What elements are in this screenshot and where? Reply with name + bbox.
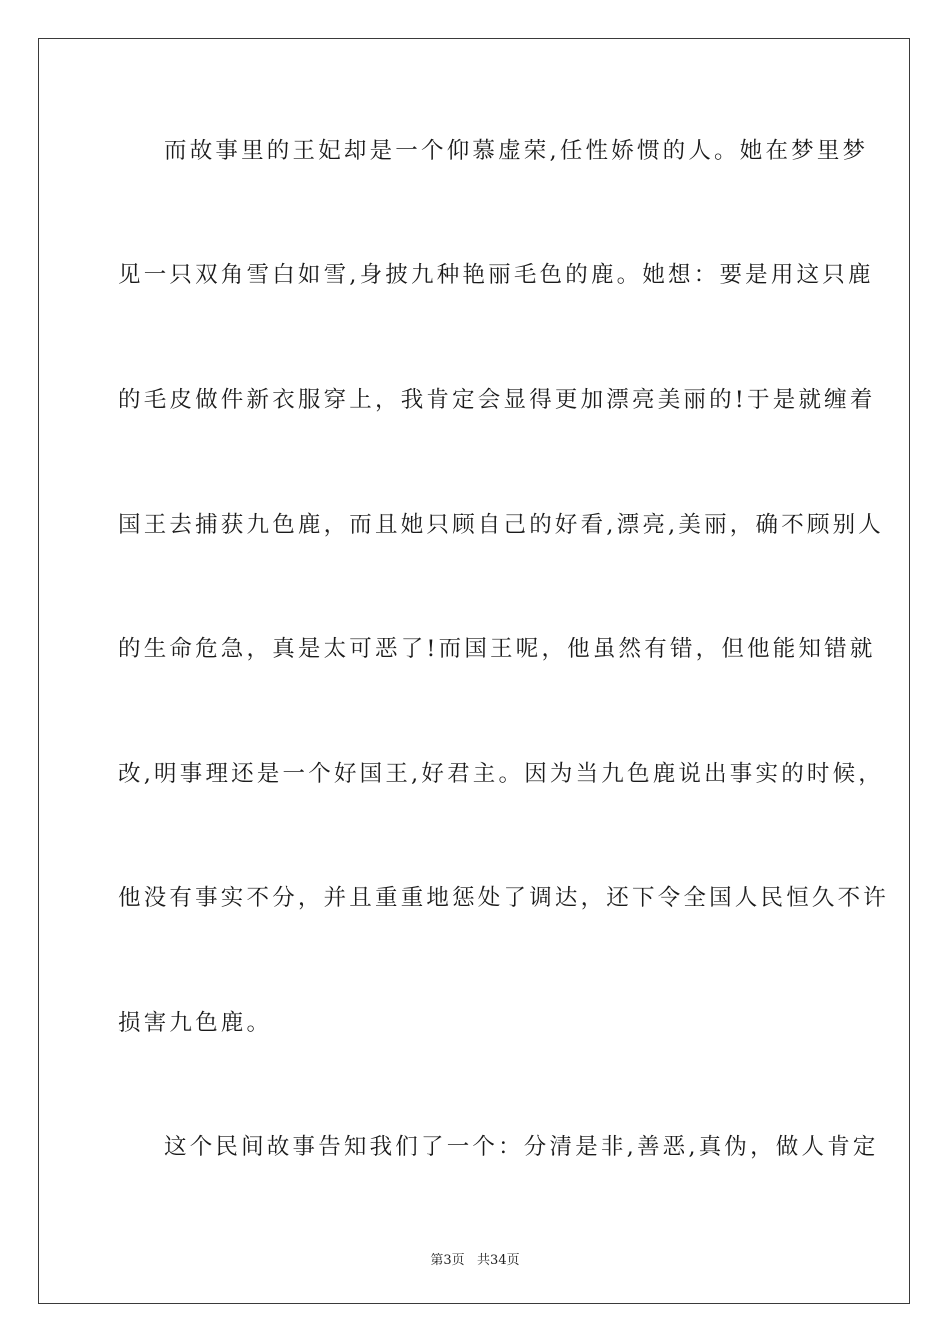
page-border bbox=[38, 38, 910, 1304]
text-line-9: 这个民间故事告知我们了一个：分清是非,善恶,真伪，做人肯定 bbox=[164, 1134, 879, 1160]
text-line-1: 而故事里的王妃却是一个仰慕虚荣,任性娇惯的人。她在梦里梦 bbox=[164, 138, 869, 164]
text-line-5: 的生命危急，真是太可恶了!而国王呢，他虽然有错，但他能知错就 bbox=[118, 636, 876, 662]
text-line-6: 改,明事理还是一个好国王,好君主。因为当九色鹿说出事实的时候， bbox=[118, 761, 885, 787]
text-line-8: 损害九色鹿。 bbox=[118, 1010, 273, 1036]
page-number-footer: 第3页 共34页 bbox=[430, 1253, 520, 1268]
text-line-3: 的毛皮做件新衣服穿上，我肯定会显得更加漂亮美丽的!于是就缠着 bbox=[118, 387, 876, 413]
text-line-2: 见一只双角雪白如雪,身披九种艳丽毛色的鹿。她想：要是用这只鹿 bbox=[118, 262, 874, 288]
text-line-4: 国王去捕获九色鹿，而且她只顾自己的好看,漂亮,美丽，确不顾别人 bbox=[118, 512, 885, 538]
text-line-7: 他没有事实不分，并且重重地惩处了调达，还下令全国人民恒久不许 bbox=[118, 885, 890, 911]
